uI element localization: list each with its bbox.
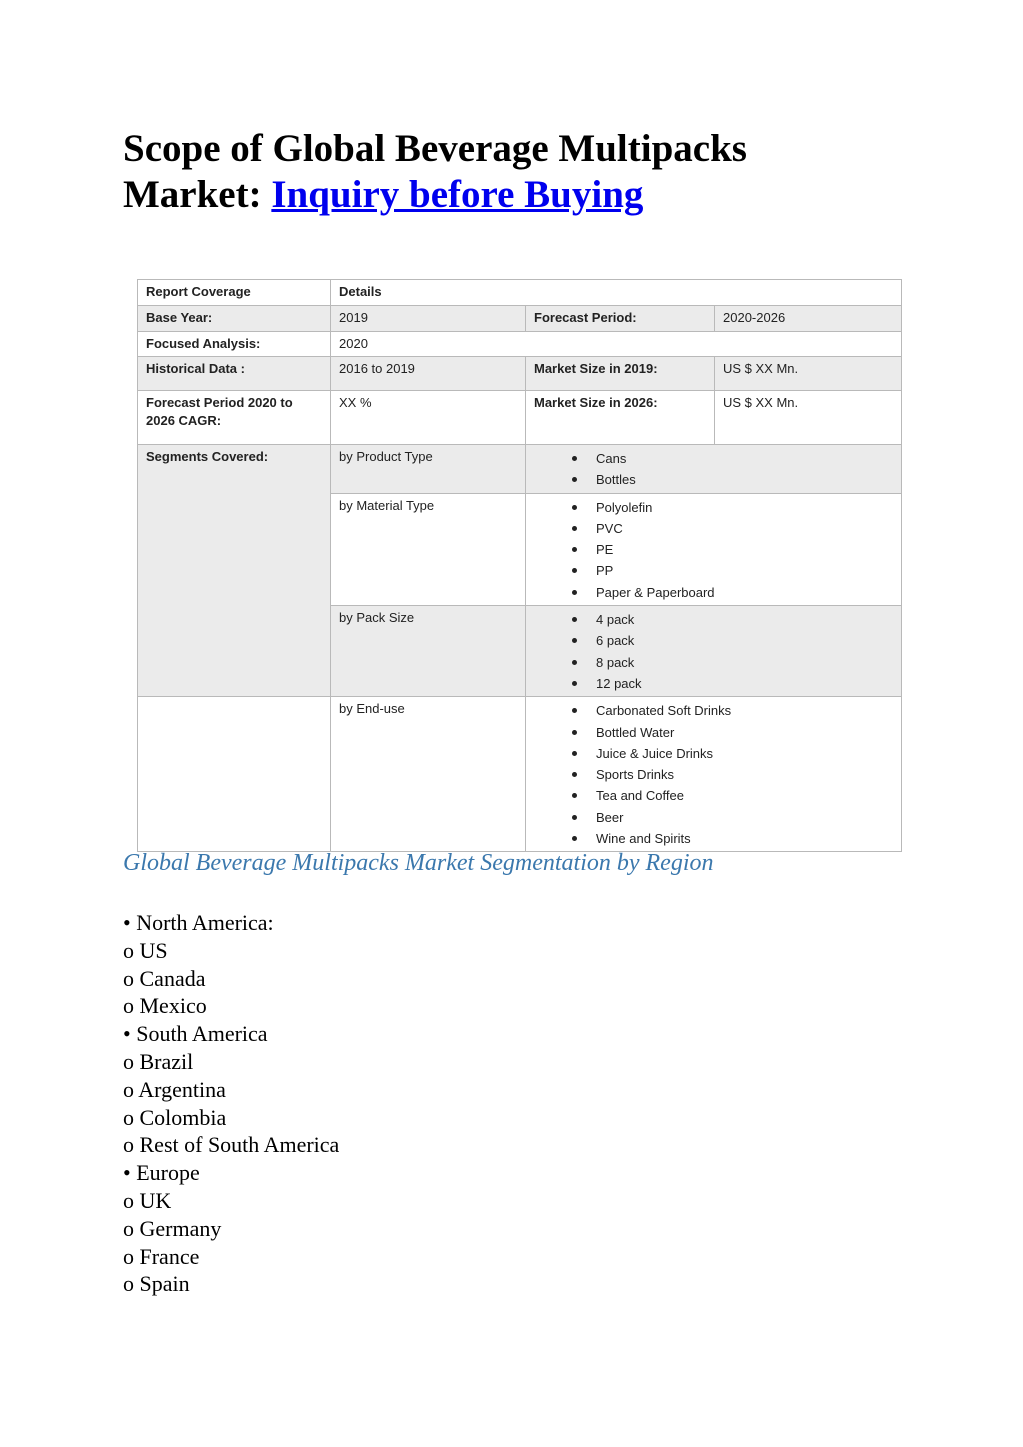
focused-analysis-label: Focused Analysis: — [138, 332, 331, 357]
cagr-value: XX % — [331, 391, 526, 445]
list-item: 6 pack — [544, 630, 893, 651]
list-item: o UK — [123, 1187, 172, 1213]
list-item: Bottles — [544, 469, 893, 490]
segment-items-list — [534, 609, 893, 694]
list-item: o Brazil — [123, 1048, 194, 1074]
list-item: o Mexico — [123, 993, 207, 1019]
list-item: o Colombia — [123, 1104, 227, 1130]
list-item: o Spain — [123, 1271, 190, 1297]
segment-name: by End-use — [331, 697, 526, 852]
segment-name: by Product Type — [331, 445, 526, 494]
cagr-label: Forecast Period 2020 to 2026 CAGR: — [138, 391, 331, 445]
report-coverage-table — [137, 279, 902, 852]
segment-items-list — [534, 700, 893, 849]
list-item: Cans — [544, 448, 893, 469]
segment-items-list — [534, 448, 893, 491]
list-item: • Europe — [123, 1160, 200, 1186]
list-item: Beer — [544, 807, 893, 828]
header-report-coverage: Report Coverage — [138, 280, 331, 306]
region-list — [123, 909, 339, 1298]
focused-analysis-value: 2020 — [331, 332, 902, 357]
list-item: Carbonated Soft Drinks — [544, 700, 893, 721]
list-item: PE — [544, 539, 893, 560]
list-item: Sports Drinks — [544, 764, 893, 785]
inquiry-link[interactable]: Inquiry before Buying — [271, 173, 644, 216]
list-item: o France — [123, 1243, 200, 1269]
segment-items-cell — [526, 606, 902, 697]
market-size-2019-value: US $ XX Mn. — [715, 357, 902, 391]
list-item: Paper & Paperboard — [544, 582, 893, 603]
list-item: o Rest of South America — [123, 1132, 340, 1158]
list-item: • South America — [123, 1021, 268, 1047]
page-title — [123, 126, 923, 218]
list-item: Polyolefin — [544, 497, 893, 518]
list-item: o Germany — [123, 1215, 222, 1241]
list-item: Bottled Water — [544, 722, 893, 743]
base-year-value: 2019 — [331, 306, 526, 332]
forecast-period-value: 2020-2026 — [715, 306, 902, 332]
list-item: PP — [544, 560, 893, 581]
market-size-2026-label: Market Size in 2026: — [526, 391, 715, 445]
base-year-label: Base Year: — [138, 306, 331, 332]
list-item: Wine and Spirits — [544, 828, 893, 849]
list-item: • North America: — [123, 910, 274, 935]
title-line-1: Scope of Global Beverage Multipacks — [123, 127, 747, 170]
title-line-2-prefix: Market: — [123, 173, 272, 216]
list-item: o Argentina — [123, 1076, 226, 1102]
market-size-2026-value: US $ XX Mn. — [715, 391, 902, 445]
market-size-2019-label: Market Size in 2019: — [526, 357, 715, 391]
list-item: 12 pack — [544, 673, 893, 694]
list-item: o US — [123, 937, 168, 963]
segments-covered-label: Segments Covered: — [138, 445, 331, 697]
forecast-period-label: Forecast Period: — [526, 306, 715, 332]
list-item: o Canada — [123, 965, 206, 991]
list-item: 4 pack — [544, 609, 893, 630]
list-item: 8 pack — [544, 652, 893, 673]
empty-cell — [138, 697, 331, 852]
header-details: Details — [331, 280, 902, 306]
segment-name: by Pack Size — [331, 606, 526, 697]
region-segmentation-heading: Global Beverage Multipacks Market Segmentation by Region — [123, 850, 714, 876]
list-item: PVC — [544, 518, 893, 539]
segment-items-cell — [526, 445, 902, 494]
historical-data-value: 2016 to 2019 — [331, 357, 526, 391]
segment-items-cell — [526, 493, 902, 605]
segment-items-cell — [526, 697, 902, 852]
list-item: Juice & Juice Drinks — [544, 743, 893, 764]
segment-items-list — [534, 497, 893, 603]
list-item: Tea and Coffee — [544, 785, 893, 806]
historical-data-label: Historical Data : — [138, 357, 331, 391]
report-coverage-table-wrapper — [137, 279, 901, 847]
segment-name: by Material Type — [331, 493, 526, 605]
